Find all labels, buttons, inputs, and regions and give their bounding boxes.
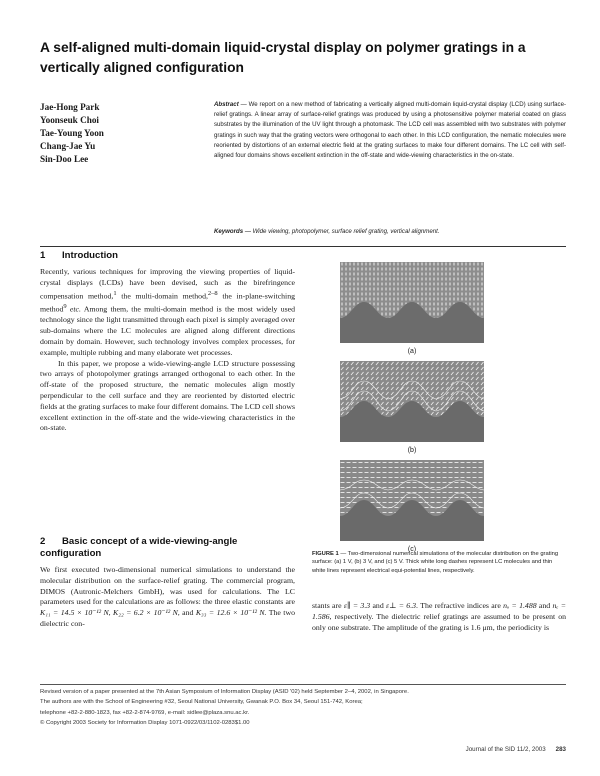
footnote-line: telephone +82-2-880-1823, fax +82-2-874-9769, e-mail: sidlee@plaza.snu.ac.kr. xyxy=(40,709,250,716)
simulation-image-b xyxy=(340,361,484,442)
citation-ref: 1 xyxy=(113,289,117,297)
introduction-body xyxy=(40,267,295,434)
text-run: etc. xyxy=(66,304,81,314)
author: Chang-Jae Yu xyxy=(40,141,96,151)
keywords-text: — Wide viewing, photopolymer, surface relief grating, vertical alignment. xyxy=(243,228,440,235)
text-run: and xyxy=(370,601,387,610)
panel-label-a: (a) xyxy=(407,348,417,355)
simulation-panel-c xyxy=(340,460,484,541)
author: Tae-Young Yoon xyxy=(40,128,104,138)
paragraph xyxy=(40,267,295,359)
keywords-label: Keywords xyxy=(214,228,244,235)
abstract xyxy=(214,100,566,161)
simulation-panel-a xyxy=(340,262,484,343)
simulation-image-c xyxy=(340,460,484,541)
equation: nₒ = 1.488 xyxy=(503,601,537,610)
footnote-line: The authors are with the School of Engineering #32, Seoul National University, Gwanak P.O. Box 34, Seoul 151-742, Korea; xyxy=(40,699,363,706)
figure-caption xyxy=(312,550,566,575)
section-title: Introduction xyxy=(62,250,118,261)
section-heading-introduction xyxy=(40,250,118,262)
section-title: Basic concept of a wide-viewing-angle configuration xyxy=(40,536,238,559)
text-run: The two dielectric con- xyxy=(40,608,295,628)
caption-label: FIGURE 1 xyxy=(312,551,339,557)
equation: nₑ = 1.586 xyxy=(312,601,566,621)
text-run: Recently, various techniques for improving the viewing properties of liquid-crystal displays (LCDs) have been devised, such as the birefringence compensation method, xyxy=(40,267,295,301)
text-run: and xyxy=(182,608,196,618)
basic-concept-body xyxy=(40,565,295,630)
author: Sin-Doo Lee xyxy=(40,154,89,164)
header-divider xyxy=(40,246,566,247)
right-column-body xyxy=(312,601,566,633)
simulation-panel-b xyxy=(340,361,484,442)
equation: ε⊥ = 6.3 xyxy=(386,601,417,610)
paper-title: A self-aligned multi-domain liquid-crystal display on polymer gratings in a vertically aligned configuration xyxy=(40,40,526,75)
page-footer xyxy=(466,746,566,753)
figure-1 xyxy=(340,262,500,559)
abstract-text: — We report on a new method of fabricating a vertically aligned multi-domain liquid-crystal display (LCD) using surface-relief gratings. A linear array of surface-relief gratings was produced by using a photosensitive polymer material coated on glass substrates by the illumination of the UV light through a photomask. The LCD cell was assembled with two substrates with polymer gratings in such way that the grating vectors were orthogonal to each other. In this LCD configuration, the nematic molecules were reoriented by distortions of an external electric field at the grating surfaces to make four different domains. The LC cell with self-aligned four domains shows excellent extinction in the off-state and wide-viewing characteristics in the on-state. xyxy=(214,101,566,160)
author: Jae-Hong Park xyxy=(40,102,100,112)
equation: K₂₂ = 6.2 × 10⁻¹² N, xyxy=(113,608,183,618)
section-number: 1 xyxy=(40,250,46,261)
equation: K₁₁ = 14.5 × 10⁻¹² N, xyxy=(40,608,114,618)
text-run: , respectively. The dielectric relief gratings are assumed to be present on only one substrate. The amplitude of the grating is 1.6 μm, the periodicity is xyxy=(312,611,566,632)
citation-ref: 2–8 xyxy=(207,289,218,297)
text-run: stants are xyxy=(312,601,344,610)
text-run: . The refractive indices are xyxy=(416,601,504,610)
text-run: We first executed two-dimensional numerical simulations to understand the molecular distribution on the surface-relief grating. The commercial program, DIMOS (Autronic-Melchers GmbH), was used for calculations. The LC parameters used for the calculations are as follows: the three elastic constants are xyxy=(40,565,295,607)
paragraph: In this paper, we propose a wide-viewing-angle LCD structure possessing two arrays of photopolymer gratings arranged orthogonal to each other. In the off-state of the proposed structure, the nematic molecules align mostly perpendicular to the cell surface and they are reoriented by distorted electric fields at the grating surfaces to make four different domains. The LCD cell shows excellent extinction in the off-state and the wide-viewing characteristics in the on-state. xyxy=(40,358,295,433)
abstract-label: Abstract xyxy=(214,101,239,108)
paragraph xyxy=(40,565,295,630)
caption-text: — Two-dimensional numerical simulations of the molecular distribution on the grating surface: (a) 1 V, (b) 3 V, and (c) 5 V. Thick white long dashes represent LC molecules and thin white lines represent electrical equi-potential lines, respectively. xyxy=(312,551,559,574)
section-heading-basic-concept xyxy=(40,536,290,559)
text-run: the in-plane-switching method xyxy=(40,291,296,314)
text-run: and xyxy=(536,601,553,610)
panel-label-c: (c) xyxy=(407,546,417,553)
text-run: Among them, the multi-domain method is the most widely used technology since the light transmitted through each pixel is simply averaged over sub-domains where the LC molecules are aligned along different directions domain by domain. However, such technology involves complex processes, for example, multiple rubbing and many elaborate wet processes. xyxy=(40,304,295,357)
section-number: 2 xyxy=(40,536,46,547)
page-number: 283 xyxy=(555,746,566,753)
footnote-line: © Copyright 2003 Society for Information Display 1071-0922/03/1102-0283$1.00 xyxy=(40,719,250,726)
author-list xyxy=(40,101,200,166)
author: Yoonseuk Choi xyxy=(40,115,99,125)
panel-label-b: (b) xyxy=(407,447,417,454)
journal-name: Journal of the SID 11/2, 2003 xyxy=(465,746,546,753)
footnote-line: Revised version of a paper presented at the 7th Asian Symposium of Information Display (ASID '02) held September 2–4, 2002, in Singapore. xyxy=(40,689,409,695)
citation-ref: 9 xyxy=(63,302,67,310)
footnotes xyxy=(40,684,566,728)
keywords xyxy=(214,227,566,237)
text-run: the multi-domain method, xyxy=(116,291,208,301)
equation: ε∥ = 3.3 xyxy=(343,601,371,610)
equation: K₃₃ = 12.6 × 10⁻¹² N. xyxy=(195,608,267,618)
simulation-image-a xyxy=(340,262,484,343)
